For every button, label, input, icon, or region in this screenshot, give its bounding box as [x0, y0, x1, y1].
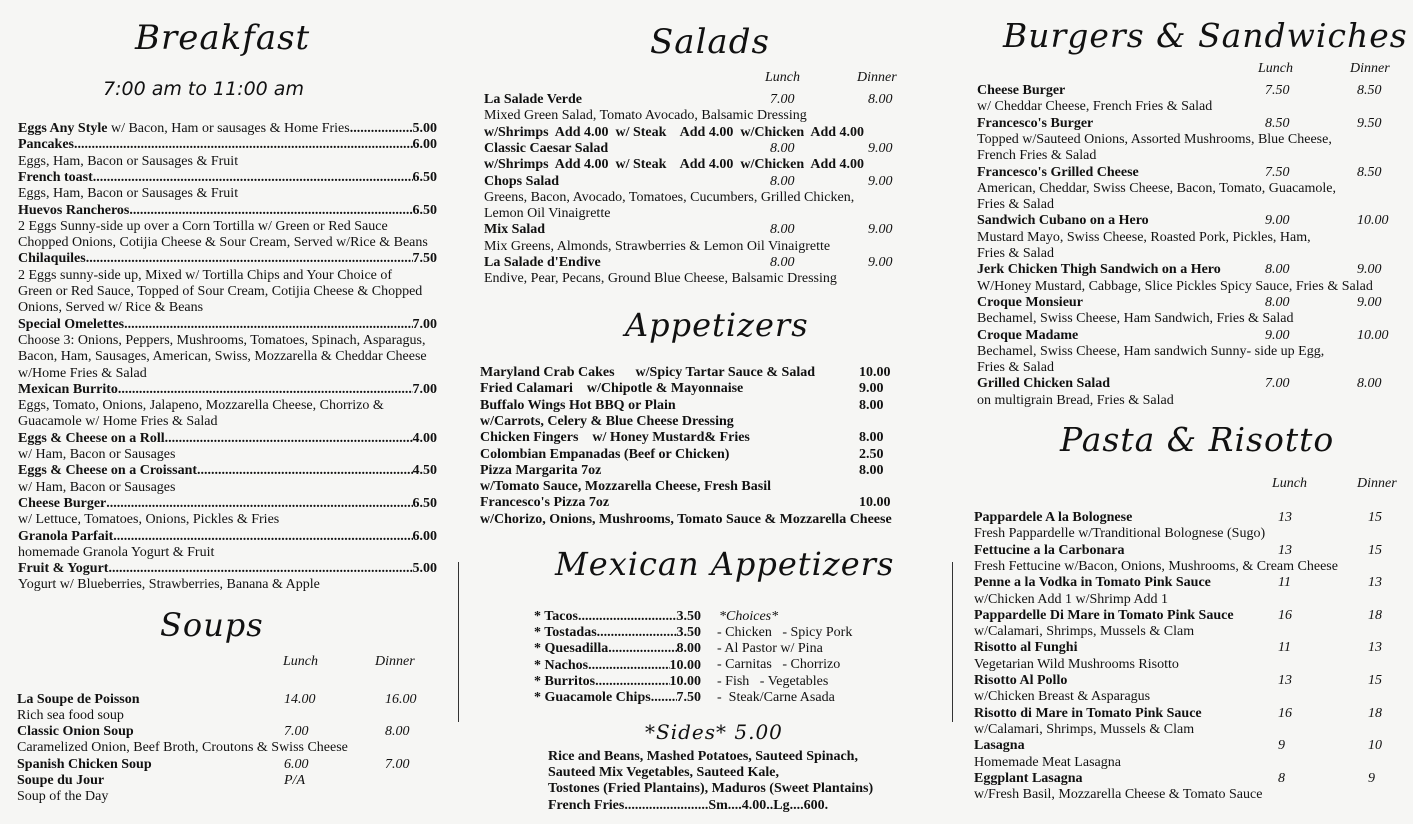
dot-leader	[651, 690, 677, 706]
sandwich-dinner-price: 9.00	[1357, 262, 1382, 278]
sandwich-description: American, Cheddar, Swiss Cheese, Bacon, Tomato, Guacamole,	[977, 180, 1336, 196]
dot-leader	[108, 561, 412, 577]
mexican-appetizers-heading: Mexican Appetizers	[555, 545, 895, 583]
dot-leader	[597, 625, 677, 641]
salad-dinner-price: 9.00	[868, 222, 893, 238]
menu-item-row	[18, 463, 437, 479]
appetizer-line: Fried Calamari w/Chipotle & Mayonnaise	[480, 381, 744, 397]
sandwich-description: W/Honey Mustard, Cabbage, Slice Pickles Spicy Sauce, Fries & Salad	[977, 278, 1373, 294]
appetizer-price: 9.00	[859, 381, 884, 397]
salad-lunch-price: 8.00	[770, 140, 795, 156]
sandwich-lunch-price: 9.00	[1265, 213, 1290, 229]
salad-lunch-price: 8.00	[770, 255, 795, 270]
soups-lunch-label: Lunch	[283, 654, 318, 669]
pasta-lunch-price: 11	[1278, 575, 1291, 591]
sandwich-description: Fries & Salad	[977, 197, 1054, 213]
appetizer-price: 10.00	[859, 495, 891, 511]
salad-description: Lemon Oil Vinaigrette	[484, 206, 611, 222]
item-description: w/ Ham, Bacon or Sausages	[18, 479, 176, 495]
salad-name: Mix Salad	[484, 222, 546, 238]
item-price: 5.00	[412, 121, 437, 136]
item-price: 7.00	[412, 316, 437, 332]
appetizer-price: 10.00	[859, 365, 891, 380]
salad-description: Mix Greens, Almonds, Strawberries & Lemon Oil Vinaigrette	[484, 238, 831, 254]
sandwich-lunch-price: 8.00	[1265, 294, 1290, 310]
item-price: 10.00	[669, 673, 701, 689]
sandwich-lunch-price: 8.50	[1265, 115, 1290, 131]
pasta-dinner-price: 10	[1368, 738, 1382, 754]
item-price: 7.50	[676, 690, 701, 705]
soup-lunch-price: 7.00	[284, 724, 309, 739]
dot-leader	[595, 674, 669, 690]
menu-item-row	[18, 251, 437, 267]
item-name: Mexican Burrito	[18, 381, 118, 397]
item-price: 6.50	[412, 495, 437, 511]
sandwich-dinner-price: 8.50	[1357, 83, 1382, 98]
item-description: homemade Granola Yogurt & Fruit	[18, 544, 215, 560]
salad-dinner-price: 9.00	[868, 140, 893, 156]
dot-leader	[197, 463, 412, 479]
sandwich-description: w/ Cheddar Cheese, French Fries & Salad	[977, 99, 1213, 115]
item-price: 7.50	[412, 251, 437, 267]
pasta-description: Fresh Pappardelle w/Tranditional Bolognese (Sugo)	[974, 526, 1266, 542]
menu-item-row	[18, 561, 437, 577]
salad-dinner-price: 8.00	[868, 92, 893, 107]
sandwich-description: Mustard Mayo, Swiss Cheese, Roasted Pork, Pickles, Ham,	[977, 229, 1311, 245]
salad-description: Mixed Green Salad, Tomato Avocado, Balsamic Dressing	[484, 108, 807, 124]
item-description: Eggs, Ham, Bacon or Sausages & Fruit	[18, 186, 239, 202]
menu-item-row	[18, 529, 437, 545]
item-name: Cheese Burger	[18, 495, 107, 511]
menu-item-row	[534, 658, 701, 674]
pasta-dinner-price: 15	[1368, 542, 1382, 558]
pasta-description: Fresh Fettucine w/Bacon, Onions, Mushrooms, & Cream Cheese	[974, 558, 1338, 574]
appetizer-line: w/Chorizo, Onions, Mushrooms, Tomato Sauce & Mozzarella Cheese	[480, 511, 892, 527]
menu-item-row	[534, 641, 701, 657]
sandwich-lunch-price: 7.50	[1265, 83, 1290, 98]
choice-option: - Al Pastor w/ Pina	[717, 641, 823, 657]
dot-leader	[118, 382, 413, 398]
appetizer-price: 8.00	[859, 430, 884, 446]
item-name: * Quesadilla	[534, 641, 609, 657]
item-description: Eggs, Ham, Bacon or Sausages & Fruit	[18, 153, 239, 169]
sandwich-name: Croque Madame	[977, 327, 1079, 343]
item-price: 6.00	[412, 528, 437, 544]
item-description: Guacamole w/ Home Fries & Salad	[18, 414, 218, 430]
pasta-name: Fettucine a la Carbonara	[974, 542, 1125, 558]
soup-dinner-price: 7.00	[385, 757, 410, 772]
pasta-lunch-price: 11	[1278, 640, 1291, 656]
menu-item-row	[534, 674, 701, 690]
pasta-lunch-price: 9	[1278, 738, 1285, 754]
sandwich-dinner-price: 10.00	[1357, 327, 1389, 343]
sandwich-description: Bechamel, Swiss Cheese, Ham Sandwich, Fries & Salad	[977, 311, 1294, 327]
item-description: Yogurt w/ Blueberries, Strawberries, Banana & Apple	[18, 577, 320, 593]
sandwich-description: French Fries & Salad	[977, 148, 1097, 164]
pasta-name: Lasagna	[974, 738, 1025, 754]
salad-name: La Salade d'Endive	[484, 255, 601, 270]
pasta-description: w/Calamari, Shrimps, Mussels & Clam	[974, 624, 1195, 640]
salad-addons: w/Shrimps Add 4.00 w/ Steak Add 4.00 w/Chicken Add 4.00	[484, 157, 865, 173]
item-price: 4.50	[412, 463, 437, 479]
dot-leader	[106, 496, 412, 512]
pasta-lunch-price: 13	[1278, 510, 1292, 525]
item-price: 6.50	[412, 202, 437, 218]
choices-heading: *Choices*	[719, 609, 779, 624]
menu-item-row	[18, 496, 437, 512]
soup-lunch-price: P/A	[284, 773, 305, 788]
item-price: 6.00	[412, 137, 437, 153]
pasta-name: Eggplant Lasagna	[974, 770, 1083, 786]
item-price: 5.00	[412, 561, 437, 577]
salads-lunch-label: Lunch	[765, 70, 800, 85]
item-name: * Tacos	[534, 609, 578, 624]
dot-leader	[129, 203, 412, 219]
salad-dinner-price: 9.00	[868, 255, 893, 270]
salad-dinner-price: 9.00	[868, 173, 893, 189]
breakfast-hours: 7:00 am to 11:00 am	[103, 78, 304, 100]
item-name: Huevos Rancheros	[18, 202, 130, 218]
pasta-dinner-price: 18	[1368, 705, 1382, 721]
choice-option: - Carnitas - Chorrizo	[717, 657, 841, 673]
pasta-description: w/Chicken Breast & Asparagus	[974, 689, 1151, 705]
sandwich-dinner-price: 8.00	[1357, 376, 1382, 392]
salads-appetizers-column	[470, 0, 940, 824]
dot-leader	[165, 431, 413, 447]
pasta-lunch-price: 13	[1278, 673, 1292, 688]
sandwich-name: Francesco's Burger	[977, 115, 1094, 131]
pasta-name: Pappardele A la Bolognese	[974, 510, 1133, 525]
item-name: French toast	[18, 169, 93, 185]
salad-lunch-price: 8.00	[770, 173, 795, 189]
salad-lunch-price: 7.00	[770, 92, 795, 107]
pasta-dinner-price: 15	[1368, 673, 1382, 688]
sandwich-dinner-price: 10.00	[1357, 213, 1389, 229]
burgers-dinner-label: Dinner	[1350, 61, 1390, 76]
item-name: * Tostadas	[534, 625, 597, 641]
salad-name: La Salade Verde	[484, 92, 583, 107]
pasta-dinner-price: 13	[1368, 575, 1382, 591]
soup-name: Classic Onion Soup	[17, 724, 134, 739]
soup-lunch-price: 14.00	[284, 692, 316, 707]
menu-item-row	[18, 203, 437, 219]
pasta-lunch-price: 8	[1278, 770, 1285, 786]
dot-leader	[350, 121, 413, 137]
dot-leader	[93, 170, 413, 186]
column-divider-right	[952, 562, 953, 722]
soup-dinner-price: 8.00	[385, 724, 410, 739]
item-name: Eggs & Cheese on a Croissant	[18, 463, 198, 479]
sandwich-dinner-price: 9.50	[1357, 115, 1382, 131]
pasta-lunch-label: Lunch	[1272, 476, 1307, 491]
pasta-dinner-price: 18	[1368, 607, 1382, 623]
sandwich-name: Croque Monsieur	[977, 294, 1083, 310]
burgers-lunch-label: Lunch	[1258, 61, 1293, 76]
item-description: Green or Red Sauce, Topped of Sour Cream, Cotijia Cheese & Chopped	[18, 284, 423, 299]
item-price: 10.00	[669, 657, 701, 673]
menu-item-row	[18, 382, 437, 398]
sides-line: Rice and Beans, Mashed Potatoes, Sauteed Spinach,	[548, 749, 858, 764]
item-name: Chilaquiles	[18, 251, 86, 267]
soup-description: Soup of the Day	[17, 789, 109, 804]
sides-line: Sauteed Mix Vegetables, Sauteed Kale,	[548, 765, 779, 781]
item-name: Pancakes	[18, 137, 74, 153]
pasta-dinner-price: 15	[1368, 510, 1382, 525]
pasta-description: w/Calamari, Shrimps, Mussels & Clam	[974, 721, 1195, 737]
appetizer-price: 8.00	[859, 462, 884, 478]
item-price: 3.50	[676, 625, 701, 641]
item-description: 2 Eggs sunny-side up, Mixed w/ Tortilla Chips and Your Choice of	[18, 267, 393, 283]
sandwich-description: Topped w/Sauteed Onions, Assorted Mushrooms, Blue Cheese,	[977, 131, 1332, 147]
salad-description: Endive, Pear, Pecans, Ground Blue Cheese, Balsamic Dressing	[484, 271, 837, 287]
sandwich-name: Cheese Burger	[977, 83, 1066, 98]
soup-description: Rich sea food soup	[17, 708, 124, 723]
pasta-description: w/Chicken Add 1 w/Shrimp Add 1	[974, 591, 1169, 607]
menu-item-row	[534, 690, 701, 706]
soup-name: La Soupe de Poisson	[17, 692, 140, 707]
pasta-name: Penne a la Vodka in Tomato Pink Sauce	[974, 575, 1211, 591]
soup-description: Caramelized Onion, Beef Broth, Croutons & Swiss Cheese	[17, 740, 348, 755]
appetizer-line: Colombian Empanadas (Beef or Chicken)	[480, 446, 730, 462]
appetizers-heading: Appetizers	[625, 306, 809, 344]
sandwich-description: Bechamel, Swiss Cheese, Ham sandwich Sunny- side up Egg,	[977, 343, 1325, 359]
pasta-dinner-price: 13	[1368, 640, 1382, 656]
sandwich-dinner-price: 9.00	[1357, 294, 1382, 310]
dot-leader	[74, 137, 413, 153]
salad-description: Greens, Bacon, Avocado, Tomatoes, Cucumbers, Grilled Chicken,	[484, 189, 855, 205]
item-name: * Burritos	[534, 673, 596, 689]
menu-item-row	[18, 431, 437, 447]
dot-leader	[124, 317, 412, 333]
choice-option: - Steak/Carne Asada	[717, 689, 835, 705]
appetizer-price: 8.00	[859, 397, 884, 413]
salad-addons: w/Shrimps Add 4.00 w/ Steak Add 4.00 w/Chicken Add 4.00	[484, 124, 865, 140]
sandwich-dinner-price: 8.50	[1357, 164, 1382, 180]
item-price: 8.00	[676, 641, 701, 657]
soup-lunch-price: 6.00	[284, 757, 309, 772]
dot-leader	[86, 251, 413, 267]
pasta-dinner-label: Dinner	[1357, 476, 1397, 491]
pasta-heading: Pasta & Risotto	[1060, 420, 1335, 459]
item-price: 7.00	[412, 381, 437, 397]
dot-leader	[608, 641, 676, 657]
item-description: Bacon, Ham, Sausages, American, Swiss, Mozzarella & Cheddar Cheese	[18, 349, 427, 365]
item-description: Chopped Onions, Cotijia Cheese & Sour Cream, Served w/Rice & Beans	[18, 235, 428, 251]
salad-name: Classic Caesar Salad	[484, 140, 609, 156]
choice-option: - Fish - Vegetables	[717, 673, 829, 689]
appetizer-line: Pizza Margarita 7oz	[480, 462, 602, 478]
pasta-name: Risotto Al Pollo	[974, 673, 1068, 688]
choice-option: - Chicken - Spicy Pork	[717, 625, 853, 640]
pasta-dinner-price: 9	[1368, 770, 1375, 786]
item-description: w/Home Fries & Salad	[18, 365, 147, 381]
sandwich-lunch-price: 7.50	[1265, 164, 1290, 180]
item-price: 3.50	[676, 609, 701, 624]
sides-heading: *Sides* 5.00	[645, 720, 783, 744]
pasta-description: Homemade Meat Lasagna	[974, 754, 1121, 770]
item-name: Granola Parfait	[18, 528, 114, 544]
sandwich-description: Fries & Salad	[977, 360, 1054, 376]
item-name: * Nachos	[534, 657, 589, 673]
pasta-lunch-price: 16	[1278, 705, 1292, 721]
sandwich-name: Jerk Chicken Thigh Sandwich on a Hero	[977, 262, 1221, 278]
salad-name: Chops Salad	[484, 173, 560, 189]
item-name: Eggs Any Style	[18, 121, 108, 136]
item-description: 2 Eggs Sunny-side up over a Corn Tortilla w/ Green or Red Sauce	[18, 218, 388, 234]
sides-line: Tostones (Fried Plantains), Maduros (Sweet Plantains)	[548, 781, 874, 797]
column-divider-left	[458, 562, 459, 722]
appetizer-line: Francesco's Pizza 7oz	[480, 495, 610, 511]
salads-heading: Salads	[650, 22, 770, 62]
sandwich-name: Sandwich Cubano on a Hero	[977, 213, 1149, 229]
salads-dinner-label: Dinner	[857, 70, 897, 85]
soup-dinner-price: 16.00	[385, 692, 417, 707]
dot-leader	[113, 529, 412, 545]
pasta-name: Risotto di Mare in Tomato Pink Sauce	[974, 705, 1202, 721]
item-description: Eggs, Tomato, Onions, Jalapeno, Mozzarella Cheese, Chorrizo &	[18, 398, 384, 414]
dot-leader	[588, 658, 669, 674]
soup-name: Soupe du Jour	[17, 773, 105, 788]
menu-item-row	[18, 317, 437, 333]
menu-item-row	[534, 609, 701, 625]
item-price: 4.00	[412, 430, 437, 446]
burgers-pasta-column	[965, 0, 1413, 824]
appetizer-line: w/Carrots, Celery & Blue Cheese Dressing	[480, 413, 734, 429]
sandwich-lunch-price: 8.00	[1265, 262, 1290, 278]
appetizer-line: Buffalo Wings Hot BBQ or Plain	[480, 397, 676, 413]
soups-dinner-label: Dinner	[375, 654, 415, 669]
sandwich-description: on multigrain Bread, Fries & Salad	[977, 392, 1174, 408]
appetizer-line: Chicken Fingers w/ Honey Mustard& Fries	[480, 430, 750, 446]
menu-item-row	[534, 625, 701, 641]
item-name: Special Omelettes	[18, 316, 125, 332]
menu-item-row	[18, 170, 437, 186]
item-description: Onions, Served w/ Rice & Beans	[18, 300, 204, 316]
item-inline-desc: w/ Bacon, Ham or sausages & Home Fries	[107, 121, 350, 136]
soup-name: Spanish Chicken Soup	[17, 757, 152, 772]
sandwich-name: Francesco's Grilled Cheese	[977, 164, 1139, 180]
item-name: Fruit & Yogurt	[18, 561, 109, 577]
item-name: Eggs & Cheese on a Roll	[18, 430, 165, 446]
item-name: * Guacamole Chips	[534, 690, 651, 705]
breakfast-soups-column	[0, 0, 455, 824]
appetizer-line: w/Tomato Sauce, Mozzarella Cheese, Fresh Basil	[480, 479, 771, 495]
pasta-name: Pappardelle Di Mare in Tomato Pink Sauce	[974, 607, 1234, 623]
pasta-description: w/Fresh Basil, Mozzarella Cheese & Tomato Sauce	[974, 787, 1263, 803]
pasta-description: Vegetarian Wild Mushrooms Risotto	[974, 656, 1179, 672]
pasta-name: Risotto al Funghi	[974, 640, 1078, 656]
item-description: Choose 3: Onions, Peppers, Mushrooms, Tomatoes, Spinach, Asparagus,	[18, 332, 426, 348]
item-price: 6.50	[412, 169, 437, 185]
sandwich-name: Grilled Chicken Salad	[977, 376, 1111, 392]
pasta-lunch-price: 16	[1278, 607, 1292, 623]
sandwich-description: Fries & Salad	[977, 246, 1054, 261]
burgers-heading: Burgers & Sandwiches	[1003, 16, 1408, 55]
appetizer-line: Maryland Crab Cakes w/Spicy Tartar Sauce & Salad	[480, 365, 815, 380]
appetizer-price: 2.50	[859, 446, 884, 462]
item-description: w/ Lettuce, Tomatoes, Onions, Pickles & Fries	[18, 512, 280, 528]
item-description: w/ Ham, Bacon or Sausages	[18, 447, 176, 462]
menu-item-row	[18, 137, 437, 153]
breakfast-heading: Breakfast	[135, 18, 311, 58]
pasta-lunch-price: 13	[1278, 542, 1292, 558]
sandwich-lunch-price: 9.00	[1265, 327, 1290, 343]
sandwich-lunch-price: 7.00	[1265, 376, 1290, 392]
dot-leader	[578, 609, 677, 625]
soups-heading: Soups	[160, 606, 264, 644]
sides-line: French Fries........................Sm....4.00..Lg....600.	[548, 797, 829, 813]
salad-lunch-price: 8.00	[770, 222, 795, 238]
menu-item-row	[18, 121, 437, 137]
